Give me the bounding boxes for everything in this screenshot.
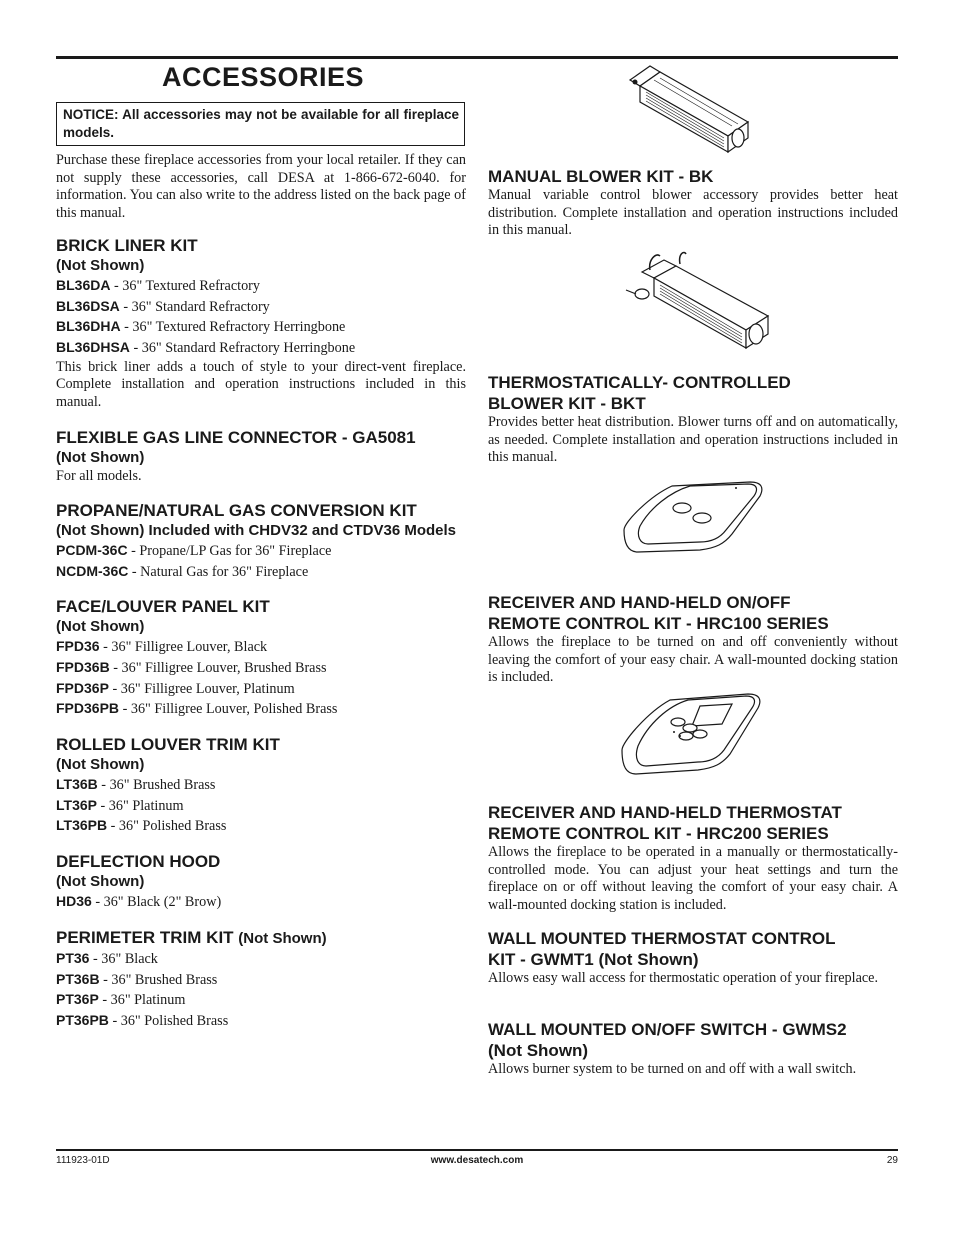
list-item: [56, 679, 466, 700]
item-code: NCDM-36C: [56, 562, 129, 579]
section-conversion-kit: [56, 500, 466, 582]
item-list: [56, 949, 466, 1032]
section-face-louver: [56, 596, 466, 720]
item-description: - 36" Brushed Brass: [99, 971, 218, 988]
section-rolled-louver: [56, 734, 466, 837]
bottom-rule: [56, 1149, 898, 1151]
list-item: [56, 637, 466, 658]
section-body: Provides better heat distribution. Blower turns off and on automatically, as needed. Complete installation and operation instructions included in this manual.: [488, 414, 898, 465]
section-heading-line1: WALL MOUNTED ON/OFF SWITCH - GWMS2: [488, 1020, 847, 1039]
thermostatic-blower-illustration: [620, 250, 780, 360]
list-item: [56, 562, 466, 583]
list-item: [56, 317, 466, 338]
item-description: - Propane/LP Gas for 36" Fireplace: [127, 542, 332, 559]
section-heading-line2: BLOWER KIT - BKT: [488, 394, 646, 413]
item-list: [56, 637, 466, 720]
item-description: - 36" Filligree Louver, Polished Brass: [119, 701, 338, 718]
section-body: For all models.: [56, 468, 142, 485]
item-description: - 36" Brushed Brass: [97, 777, 216, 794]
list-item: [56, 297, 466, 318]
section-heading-line2: (Not Shown): [488, 1041, 589, 1060]
item-description: - 36" Standard Refractory Herringbone: [129, 340, 356, 357]
section-perimeter-trim: [56, 927, 466, 1032]
section-body: Allows the fireplace to be operated in a manually or thermostatically-controlled mode. You can adjust your heat settings and turn the fireplace on or off without leaving the comfort of your easy chair. A wall-mounted docking station is included.: [488, 844, 898, 913]
list-item: [56, 1011, 466, 1032]
section-heading-main: PERIMETER TRIM KIT: [56, 927, 234, 947]
list-item: [56, 970, 466, 991]
item-description: - 36" Platinum: [98, 992, 186, 1009]
section-subheading: (Not Shown): [56, 756, 145, 774]
item-code: FPD36PB: [56, 700, 120, 717]
section-body: Allows easy wall access for thermostatic operation of your fireplace.: [488, 970, 879, 986]
left-column: [56, 152, 466, 1032]
section-heading-line1: RECEIVER AND HAND-HELD THERMOSTAT: [488, 803, 842, 822]
section-gas-line: [56, 427, 466, 486]
item-code: FPD36: [56, 638, 100, 655]
section-body: Allows the fireplace to be turned on and off conveniently without leaving the comfort of your easy chair. A wall-mounted docking station is included.: [488, 634, 898, 685]
item-code: PCDM-36C: [56, 541, 128, 558]
item-list: [56, 775, 466, 837]
item-code: PT36: [56, 949, 90, 966]
item-code: BL36DA: [56, 277, 111, 293]
item-code: FPD36P: [56, 679, 109, 696]
list-item: [56, 699, 466, 720]
list-item: [56, 796, 466, 817]
section-deflection-hood: [56, 851, 466, 913]
footer-page-number: 29: [886, 1155, 898, 1166]
section-heading: PROPANE/NATURAL GAS CONVERSION KIT: [56, 500, 417, 520]
hrc200-remote-illustration: [618, 688, 768, 783]
list-item: [56, 949, 466, 970]
item-code: BL36DHSA: [56, 339, 130, 356]
section-heading: BRICK LINER KIT: [56, 236, 198, 255]
page-title: ACCESSORIES: [162, 62, 365, 92]
section-heading-line2: REMOTE CONTROL KIT - HRC200 SERIES: [488, 824, 829, 843]
list-item: [56, 775, 466, 796]
section-heading: FACE/LOUVER PANEL KIT: [56, 597, 270, 617]
section-heading-line2: REMOTE CONTROL KIT - HRC100 SERIES: [488, 614, 829, 633]
item-code: PT36PB: [56, 1011, 109, 1028]
section-hrc200: [488, 802, 898, 914]
section-body: This brick liner adds a touch of style to your direct-vent fireplace. Complete installation and operation instructions included in this manual.: [56, 358, 466, 410]
item-code: PT36B: [56, 970, 100, 987]
item-list: [56, 892, 466, 913]
item-description: - 36" Textured Refractory Herringbone: [120, 319, 346, 336]
intro-text: Purchase these fireplace accessories from your local retailer. If they can not supply these accessories, call DESA at 1-866-672-6040. for information. You can also write to the address listed on the back page of this manual.: [56, 152, 466, 221]
section-subheading: (Not Shown) Included with CHDV32 and CTDV36 Models: [56, 521, 457, 539]
hrc100-remote-illustration: [620, 478, 770, 558]
item-code: PT36P: [56, 991, 99, 1008]
item-code: BL36DHA: [56, 318, 121, 335]
list-item: [56, 816, 466, 837]
section-subheading: (Not Shown): [56, 449, 145, 467]
section-brick-liner: [56, 235, 466, 411]
section-body: Manual variable control blower accessory provides better heat distribution. Complete installation and operation instructions included in this manual.: [488, 187, 898, 238]
section-heading-line2: KIT - GWMT1 (Not Shown): [488, 950, 699, 969]
section-gwmt1: [488, 928, 898, 988]
item-code: BL36DSA: [56, 297, 120, 314]
blower-kit-illustration: [620, 60, 760, 160]
section-heading: ROLLED LOUVER TRIM KIT: [56, 735, 280, 755]
item-description: - 36" Platinum: [96, 797, 184, 814]
section-heading-line1: RECEIVER AND HAND-HELD ON/OFF: [488, 593, 791, 612]
footer-part-number: 111923-01D: [56, 1155, 110, 1166]
section-heading: [56, 927, 466, 949]
item-code: HD36: [56, 893, 92, 910]
item-description: - 36" Textured Refractory: [110, 278, 260, 294]
section-hrc100: [488, 592, 898, 687]
section-heading: MANUAL BLOWER KIT - BK: [488, 167, 714, 186]
item-description: - 36" Filligree Louver, Platinum: [108, 680, 295, 697]
item-code: LT36B: [56, 776, 98, 793]
list-item: [56, 658, 466, 679]
section-body: Allows burner system to be turned on and off with a wall switch.: [488, 1061, 857, 1077]
item-description: - 36" Polished Brass: [107, 818, 227, 835]
section-heading: DEFLECTION HOOD: [56, 852, 221, 872]
item-code: LT36PB: [56, 817, 108, 834]
section-bk: [488, 166, 898, 240]
item-description: - 36" Black (2" Brow): [91, 894, 222, 911]
section-subheading: (Not Shown): [56, 618, 145, 636]
list-item: [56, 541, 466, 562]
list-item: [56, 276, 466, 297]
section-heading: FLEXIBLE GAS LINE CONNECTOR - GA5081: [56, 428, 416, 448]
section-heading-line1: WALL MOUNTED THERMOSTAT CONTROL: [488, 929, 836, 948]
item-description: - Natural Gas for 36" Fireplace: [128, 563, 309, 580]
list-item: [56, 338, 466, 359]
section-bkt: [488, 372, 898, 467]
item-list: [56, 276, 466, 359]
item-description: - 36" Filligree Louver, Black: [99, 639, 268, 656]
list-item: [56, 990, 466, 1011]
section-subheading: (Not Shown): [56, 873, 145, 891]
top-rule: [56, 56, 898, 59]
item-list: [56, 541, 466, 582]
item-code: FPD36B: [56, 658, 110, 675]
section-heading-line1: THERMOSTATICALLY- CONTROLLED: [488, 373, 791, 392]
item-code: LT36P: [56, 796, 97, 813]
section-subheading: (Not Shown): [56, 257, 145, 274]
item-description: - 36" Standard Refractory: [119, 298, 270, 315]
item-description: - 36" Filligree Louver, Brushed Brass: [109, 659, 327, 676]
footer-website-link[interactable]: www.desatech.com: [430, 1155, 524, 1166]
list-item: [56, 892, 466, 913]
item-description: - 36" Black: [89, 950, 158, 967]
section-gwms2: [488, 1019, 898, 1079]
notice-box: NOTICE: All accessories may not be available for all fireplace models.: [56, 102, 465, 146]
section-heading-sub: (Not Shown): [238, 929, 327, 947]
item-description: - 36" Polished Brass: [108, 1012, 229, 1029]
